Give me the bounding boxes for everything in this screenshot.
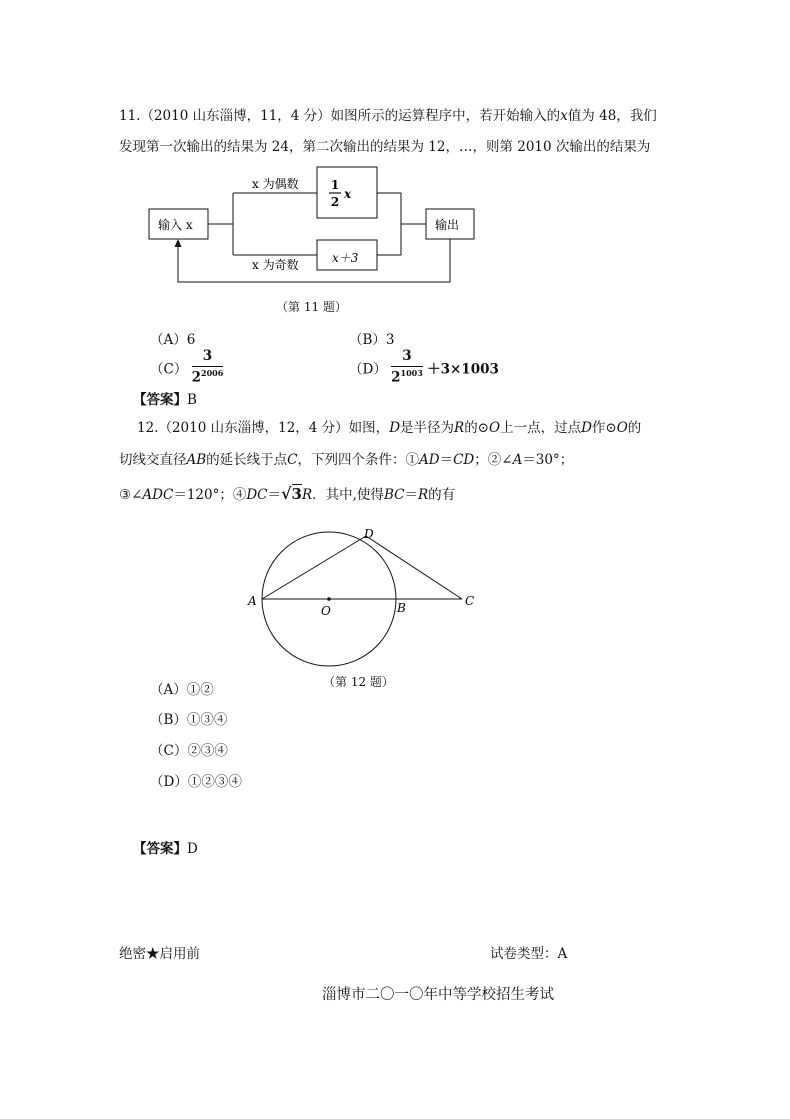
label-c: C xyxy=(465,594,475,608)
line-ad xyxy=(262,536,366,599)
center-point xyxy=(327,597,331,601)
label-d: D xyxy=(364,527,374,541)
q12-option-d: （D）①②③④ xyxy=(150,774,242,790)
q11-flowchart xyxy=(140,160,485,290)
q12-caption: （第 12 题） xyxy=(323,675,394,689)
q11-line-1: 11.（2010 山东淄博，11，4 分）如图所示的运算程序中，若开始输入的x值为 48，我们 xyxy=(119,108,657,124)
q12-option-b: （B）①③④ xyxy=(150,712,228,728)
q11-option-d: （D） $\frac{3}{2^{1003}}$ ＋3×1003 xyxy=(349,348,499,385)
even-label: x 为偶数 xyxy=(252,177,299,191)
label-b: B xyxy=(397,601,406,615)
q12-answer: 【答案】D xyxy=(133,841,198,857)
label-a: A xyxy=(248,594,257,608)
q11-option-a: （A）6 xyxy=(150,332,196,348)
secret-label: 绝密★启用前 xyxy=(119,946,200,962)
half-num: 1 xyxy=(330,178,340,192)
line-dc xyxy=(366,536,462,599)
q12-line-3: ③∠ADC＝120°；④DC＝√3R．其中,使得BC＝R的有 xyxy=(119,484,456,503)
q12-option-a: （A）①② xyxy=(150,682,214,698)
q12-option-c: （C）②③④ xyxy=(150,743,228,759)
input-box-label: 输入 x xyxy=(158,218,193,232)
q11-caption: （第 11 题） xyxy=(276,300,347,314)
label-o: O xyxy=(321,604,331,618)
q11-option-c: （C） $\frac{3}{2^{2006}}$ xyxy=(150,348,224,385)
odd-label: x 为奇数 xyxy=(252,258,299,272)
plus3-label: x＋3 xyxy=(332,251,359,265)
output-box-label: 输出 xyxy=(435,218,460,232)
q12-line-2: 切线交直径AB的延长线于点C，下列四个条件：①AD＝CD；②∠A＝30°； xyxy=(119,452,574,468)
paper-type: 试卷类型：A xyxy=(490,946,568,962)
q11-option-b: （B）3 xyxy=(349,332,395,348)
q12-line-1: 12.（2010 山东淄博，12，4 分）如图，D是半径为R的⊙O上一点，过点D作⊙O的 xyxy=(137,420,642,436)
q11-line-2: 发现第一次输出的结果为 24，第二次输出的结果为 12，…，则第 2010 次输出的结果为 xyxy=(119,139,651,155)
exam-title: 淄博市二〇一〇年中等学校招生考试 xyxy=(322,987,554,1003)
q11-answer: 【答案】B xyxy=(133,392,197,408)
half-var: x xyxy=(344,187,352,201)
half-den: 2 xyxy=(330,195,340,209)
q12-figure xyxy=(240,525,480,670)
